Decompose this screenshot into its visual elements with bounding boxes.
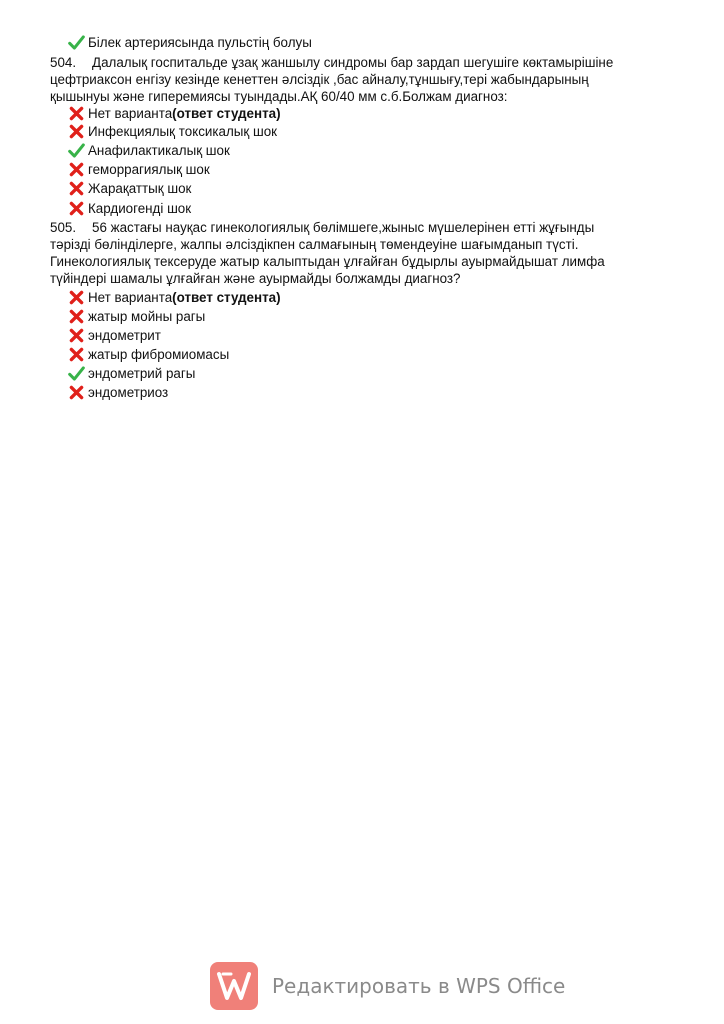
cross-icon — [68, 327, 85, 344]
answer-option — [68, 364, 195, 383]
option-text: Кардиогенді шок — [88, 201, 192, 216]
question-505 — [50, 219, 670, 287]
option-text: эндометриоз — [88, 385, 169, 400]
question-text-line: цефтриаксон енгізу кезінде кенеттен әлсіздік ,бас айналу,тұншығу,тері жабындарының — [50, 72, 589, 87]
student-answer-note: (ответ студента) — [172, 290, 281, 305]
question-504 — [50, 54, 670, 105]
question-text-line: түйіндері шамалы ұлғайған және ауырмайды болжамды диагноз? — [50, 271, 461, 286]
question-text-line: Гинекологиялық тексеруде жатыр калыптыдан ұлғайған бұдырлы ауырмайдышат лимфа — [50, 254, 605, 269]
answer-option — [68, 288, 281, 307]
answer-option — [68, 326, 161, 345]
check-icon — [68, 365, 85, 382]
answer-option — [68, 33, 312, 52]
cross-icon — [68, 123, 85, 140]
cross-icon — [68, 105, 85, 122]
option-text: Нет варианта — [88, 106, 173, 121]
option-text: эндометрит — [88, 328, 161, 343]
answer-option — [68, 141, 230, 160]
question-text-line: тәрізді бөлінділерге, жалпы әлсіздікпен салмағының төмендеуіне шағымданып түсті. — [50, 237, 579, 252]
answer-option — [68, 104, 281, 123]
wps-edit-banner[interactable] — [210, 962, 565, 1010]
answer-option — [68, 307, 205, 326]
cross-icon — [68, 180, 85, 197]
question-text-line: Далалық госпитальде ұзақ жаншылу синдромы бар зардап шегушіге көктамырішіне — [92, 55, 614, 70]
check-icon — [68, 142, 85, 159]
question-text-line: қышынуы және гиперемиясы туындады.АҚ 60/40 мм с.б.Болжам диагноз: — [50, 89, 508, 104]
student-answer-note: (ответ студента) — [172, 106, 281, 121]
answer-option — [68, 383, 168, 402]
question-text-line: 56 жастағы науқас гинекологиялық бөлімшеге,жыныс мүшелерінен етті жұғынды — [92, 220, 595, 235]
answer-option — [68, 345, 229, 364]
option-text: Анафилактикалық шок — [88, 143, 230, 158]
cross-icon — [68, 161, 85, 178]
question-number: 504. — [50, 55, 77, 70]
cross-icon — [68, 200, 85, 217]
question-number: 505. — [50, 220, 77, 235]
answer-option — [68, 160, 210, 179]
option-text: жатыр мойны рагы — [88, 309, 206, 324]
option-text: Жарақаттық шок — [88, 181, 192, 196]
option-text: Нет варианта — [88, 290, 173, 305]
wps-logo-icon[interactable] — [210, 962, 258, 1010]
option-text: Білек артериясында пульстің болуы — [88, 35, 312, 50]
wps-edit-label[interactable]: Редактировать в WPS Office — [272, 974, 566, 998]
option-text: эндометрий рагы — [88, 366, 196, 381]
option-text: Инфекциялық токсикалық шок — [88, 124, 278, 139]
cross-icon — [68, 384, 85, 401]
cross-icon — [68, 289, 85, 306]
option-text: геморрагиялық шок — [88, 162, 210, 177]
cross-icon — [68, 308, 85, 325]
option-text: жатыр фибромиомасы — [88, 347, 230, 362]
answer-option — [68, 199, 191, 218]
check-icon — [68, 34, 85, 51]
cross-icon — [68, 346, 85, 363]
answer-option — [68, 179, 191, 198]
answer-option — [68, 122, 277, 141]
